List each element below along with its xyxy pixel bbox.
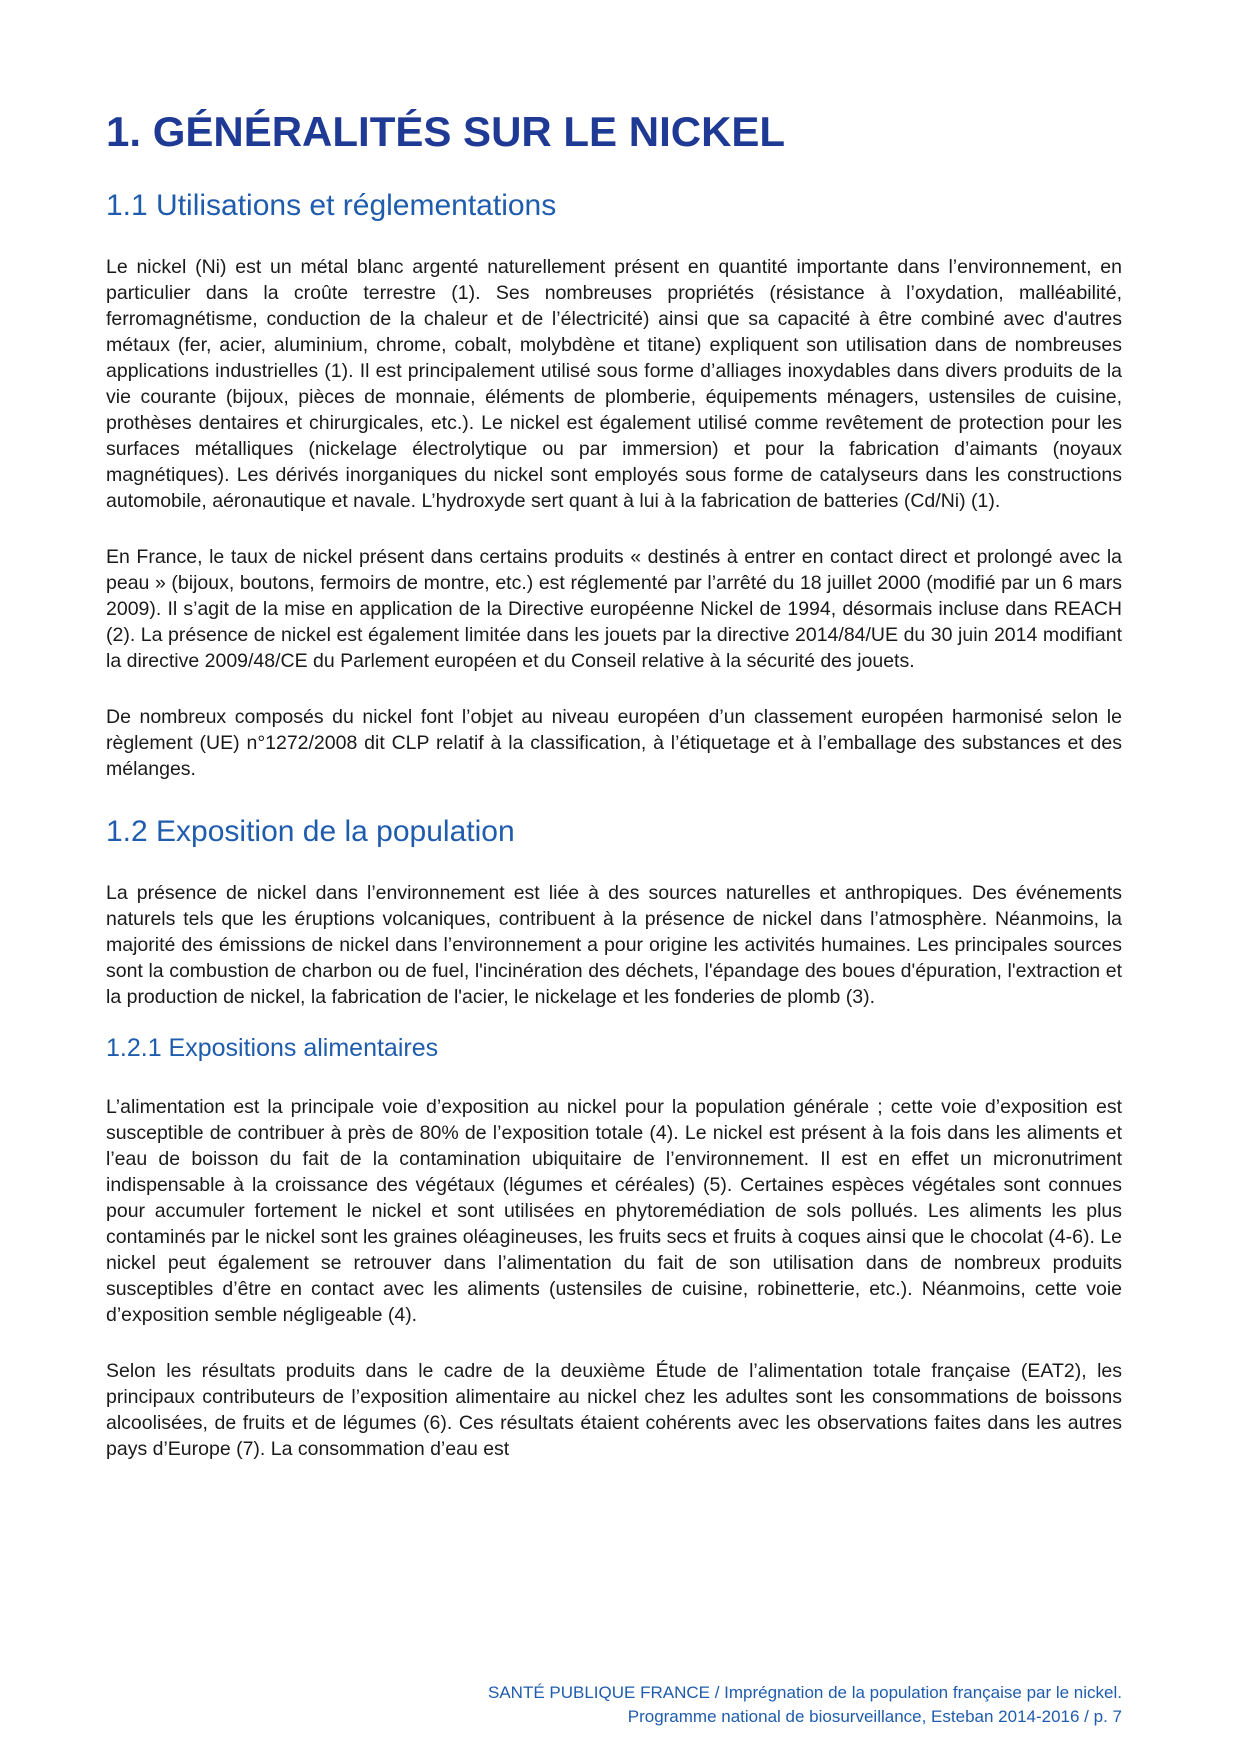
footer-line-1: SANTÉ PUBLIQUE FRANCE / Imprégnation de la population française par le nickel.: [487, 1683, 1122, 1702]
footer-line-2: Programme national de biosurveillance, Esteban 2014-2016 / p. 7: [627, 1707, 1122, 1726]
paragraph-uses-1: Le nickel (Ni) est un métal blanc argenté naturellement présent en quantité importante dans l’environnement, en particulier dans la croûte terrestre (1). Ses nombreuses propriétés (résistance à l’oxydation, malléabilité, ferromagnétisme, conduction de la chaleur et de l’électricité) ainsi que sa capacité à être combiné avec d'autres métaux (fer, acier, aluminium, chrome, cobalt, molybdène et titane) expliquent son utilisation dans de nombreuses applications industrielles (1). Il est principalement utilisé sous forme d’alliages inoxydables dans divers produits de la vie courante (bijoux, pièces de monnaie, éléments de plomberie, équipements ménagers, ustensiles de cuisine, prothèses dentaires et chirurgicales, etc.). Le nickel est également utilisé comme revêtement de protection pour les surfaces métalliques (nickelage électrolytique ou par immersion) et pour la fabrication d’aimants (noyaux magnétiques). Les dérivés inorganiques du nickel sont employés sous forme de catalyseurs dans les constructions automobile, aéronautique et navale. L’hydroxyde sert quant à lui à la fabrication de batteries (Cd/Ni) (1).: [106, 256, 1122, 512]
section-heading-1-2: 1.2 Exposition de la population: [106, 815, 515, 848]
paragraph-uses-2: En France, le taux de nickel présent dans certains produits « destinés à entrer en contact direct et prolongé avec la peau » (bijoux, boutons, fermoirs de montre, etc.) est réglementé par l’arrêté du 18 juillet 2000 (modifié par un 6 mars 2009). Il s’agit de la mise en application de la Directive européenne Nickel de 1994, désormais incluse dans REACH (2). La présence de nickel est également limitée dans les jouets par la directive 2014/84/UE du 30 juin 2014 modifiant la directive 2009/48/CE du Parlement européen et du Conseil relative à la sécurité des jouets.: [106, 546, 1122, 672]
paragraph-food-exposure-1: L’alimentation est la principale voie d’exposition au nickel pour la population générale ; cette voie d’exposition est susceptible de contribuer à près de 80% de l’exposition totale (4). Le nickel est présent à la fois dans les aliments et l’eau de boisson du fait de la contamination ubiquitaire de l’environnement. Il est en effet un micronutriment indispensable à la croissance des végétaux (légumes et céréales) (5). Certaines espèces végétales sont connues pour accumuler fortement le nickel et sont utilisées en phytoremédiation de sols pollués. Les aliments les plus contaminés par le nickel sont les graines oléagineuses, les fruits secs et fruits à coques ainsi que le chocolat (4-6). Le nickel peut également se retrouver dans l’alimentation du fait de son utilisation dans de nombreux produits susceptibles d’être en contact avec les aliments (ustensiles de cuisine, robinetterie, etc.). Néanmoins, cette voie d’exposition semble négligeable (4).: [106, 1096, 1122, 1326]
paragraph-uses-3: De nombreux composés du nickel font l’objet au niveau européen d’un classement européen harmonisé selon le règlement (UE) n°1272/2008 dit CLP relatif à la classification, à l’étiquetage et à l’emballage des substances et des mélanges.: [106, 706, 1122, 780]
page-title: 1. GÉNÉRALITÉS SUR LE NICKEL: [106, 108, 786, 155]
paragraph-food-exposure-2: Selon les résultats produits dans le cadre de la deuxième Étude de l’alimentation totale française (EAT2), les principaux contributeurs de l’exposition alimentaire au nickel chez les adultes sont les consommations de boissons alcoolisées, de fruits et de légumes (6). Ces résultats étaient cohérents avec les observations faites dans les autres pays d’Europe (7). La consommation d’eau est: [106, 1360, 1122, 1460]
section-heading-1-1: 1.1 Utilisations et réglementations: [106, 189, 557, 222]
section-heading-1-2-1: 1.2.1 Expositions alimentaires: [106, 1034, 439, 1062]
paragraph-exposure-1: La présence de nickel dans l’environnement est liée à des sources naturelles et anthropiques. Des événements naturels tels que les éruptions volcaniques, contribuent à la présence de nickel dans l’atmosphère. Néanmoins, la majorité des émissions de nickel dans l’environnement a pour origine les activités humaines. Les principales sources sont la combustion de charbon ou de fuel, l'incinération des déchets, l'épandage des boues d'épuration, l'extraction et la production de nickel, la fabrication de l'acier, le nickelage et les fonderies de plomb (3).: [106, 882, 1122, 1008]
page-footer: [488, 1681, 1122, 1729]
